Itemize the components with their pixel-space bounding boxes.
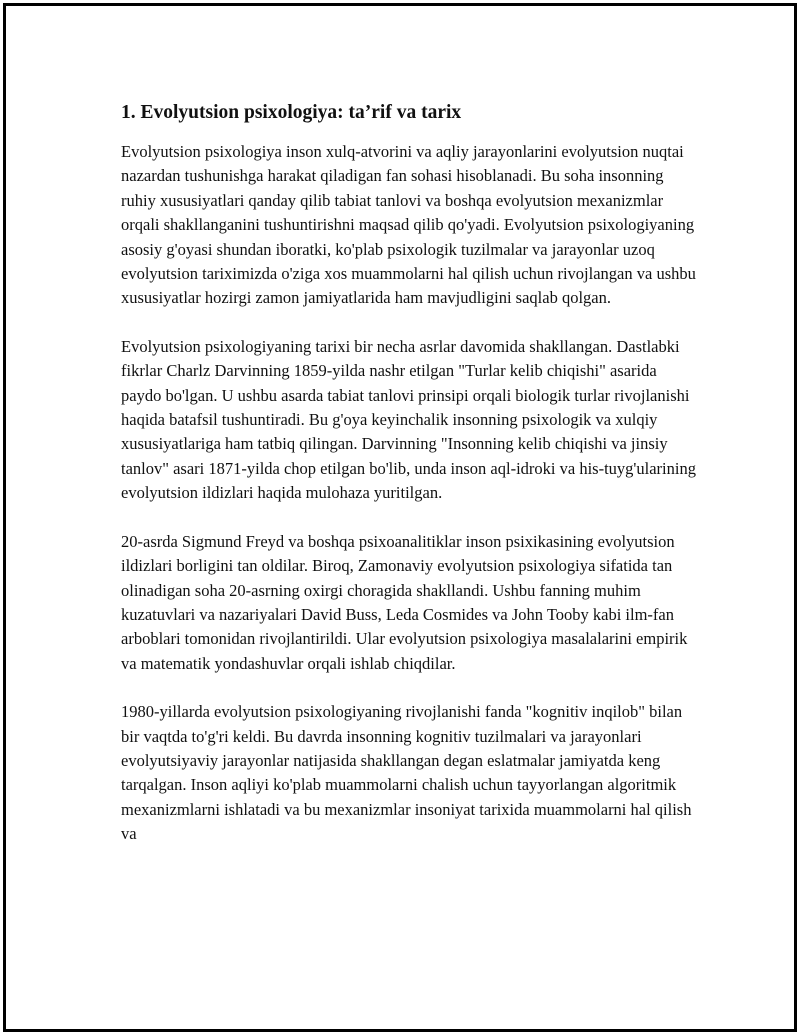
- paragraph-2: Evolyutsion psixologiyaning tarixi bir necha asrlar davomida shakllangan. Dastlabki fikrlar Charlz Darvinning 1859-yilda nashr etilgan "Turlar kelib chiqishi" asarida paydo bo'lgan. U ushbu asarda tabiat tanlovi prinsipi orqali biologik turlar rivojlanishi haqida batafsil tushuntiradi. Bu g'oya keyinchalik insonning psixologik va xulqiy xususiyatlariga ham tatbiq qilingan. Darvinning "Insonning kelib chiqishi va jinsiy tanlov" asari 1871-yilda chop etilgan bo'lib, unda inson aql-idroki va his-tuyg'ularining evolyutsion ildizlari haqida mulohaza yuritilgan.: [121, 336, 696, 503]
- section-heading: 1. Evolyutsion psixologiya: ta’rif va tarix: [121, 102, 462, 123]
- paragraph-4: 1980-yillarda evolyutsion psixologiyaning rivojlanishi fanda "kognitiv inqilob" bilan bir vaqtda to'g'ri keldi. Bu davrda insonning kognitiv tuzilmalari va jarayonlari evolyutsiyaviy jarayonlar natijasida shakllangan degan eslatmalar jamiyatda keng tarqalgan. Inson aqliyi ko'plab muammolarni chalish uchun tayyorlangan algoritmik mexanizmlarni ishlatadi va bu mexanizmlar insoniyat tarixida muammolarni hal qilish va: [121, 702, 692, 844]
- page-frame: [3, 3, 797, 1032]
- paragraph-1: Evolyutsion psixologiya inson xulq-atvorini va aqliy jarayonlarini evolyutsion nuqtai nazardan tushunishga harakat qiladigan fan sohasi hisoblanadi. Bu soha insonning ruhiy xususiyatlari qanday qilib tabiat tanlovi va boshqa evolyutsion mexanizmlar orqali shakllanganini tushuntirishni maqsad qilib qo'yadi. Evolyutsion psixologiyaning asosiy g'oyasi shundan iboratki, ko'plab psixologik tuzilmalar va jarayonlar uzoq evolyutsion tariximizda o'ziga xos muammolarni hal qilish uchun rivojlangan va ushbu xususiyatlar hozirgi zamon jamiyatlarida ham mavjudligini saqlab qolgan.: [121, 142, 696, 308]
- paragraph-3: 20-asrda Sigmund Freyd va boshqa psixoanalitiklar inson psixikasining evolyutsion ildizlari borligini tan oldilar. Biroq, Zamonaviy evolyutsion psixologiya sifatida tan olinadigan soha 20-asrning oxirgi choragida shakllandi. Ushbu fanning muhim kuzatuvlari va nazariyalari David Buss, Leda Cosmides va John Tooby kabi ilm-fan arboblari tomonidan rivojlantirildi. Ular evolyutsion psixologiya masalalarini empirik va matematik yondashuvlar orqali ishlab chiqdilar.: [121, 531, 688, 673]
- document-body: [121, 101, 696, 871]
